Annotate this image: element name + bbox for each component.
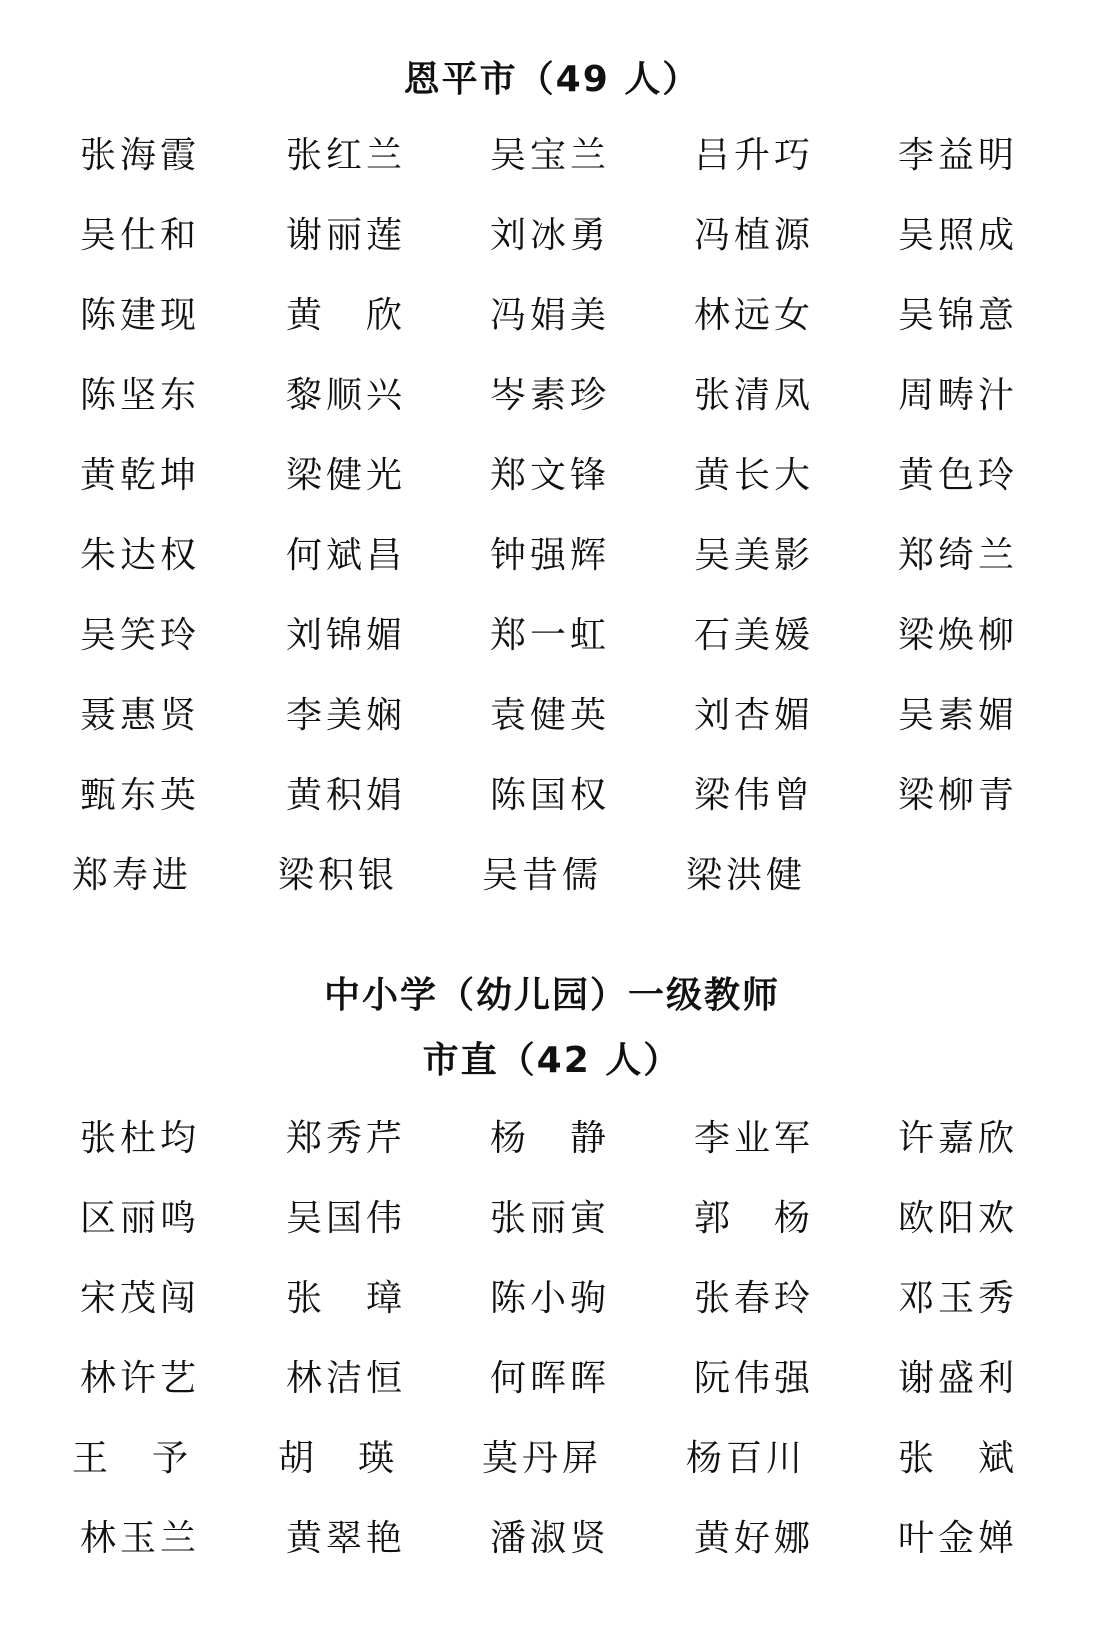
name-entry: 梁柳青 xyxy=(898,775,1019,816)
name-row xyxy=(0,596,1104,676)
name-row xyxy=(0,276,1104,356)
name-entry: 陈小驹 xyxy=(490,1278,611,1319)
name-entry: 叶金婵 xyxy=(898,1518,1019,1559)
name-entry: 阮伟强 xyxy=(694,1358,815,1399)
name-entry: 张清凤 xyxy=(694,375,815,416)
name-entry: 陈国权 xyxy=(490,775,611,816)
name-entry: 许嘉欣 xyxy=(898,1118,1019,1159)
name-entry: 刘杏媚 xyxy=(694,695,815,736)
name-entry: 黄翠艳 xyxy=(286,1518,407,1559)
name-entry: 石美媛 xyxy=(694,615,815,656)
name-entry: 胡 瑛 xyxy=(278,1438,399,1479)
name-entry: 王 予 xyxy=(72,1438,193,1479)
name-entry: 郭 杨 xyxy=(694,1198,815,1239)
name-entry: 梁健光 xyxy=(286,455,407,496)
name-entry: 林许艺 xyxy=(80,1358,201,1399)
name-entry: 郑文锋 xyxy=(490,455,611,496)
name-row xyxy=(0,516,1104,596)
name-entry: 黄色玲 xyxy=(898,455,1019,496)
name-entry: 黄 欣 xyxy=(286,295,407,336)
name-entry: 梁积银 xyxy=(278,855,399,896)
name-entry: 张春玲 xyxy=(694,1278,815,1319)
name-row xyxy=(0,1499,1104,1579)
name-entry: 冯娟美 xyxy=(490,295,611,336)
name-entry: 杨 静 xyxy=(490,1118,611,1159)
name-entry: 吴美影 xyxy=(694,535,815,576)
name-entry: 甄东英 xyxy=(80,775,201,816)
name-entry: 冯植源 xyxy=(694,215,815,256)
name-list-city-direct xyxy=(0,1099,1104,1579)
name-row xyxy=(0,1419,1104,1499)
name-entry: 张 璋 xyxy=(286,1278,407,1319)
name-entry: 谢盛利 xyxy=(898,1358,1019,1399)
name-row xyxy=(0,756,1104,836)
section-subtitle-city-direct: 市直（42 人） xyxy=(422,1040,682,1081)
name-row xyxy=(0,1099,1104,1179)
name-row xyxy=(0,676,1104,756)
name-entry: 岑素珍 xyxy=(490,375,611,416)
name-entry: 区丽鸣 xyxy=(80,1198,201,1239)
name-entry: 宋茂闯 xyxy=(80,1278,201,1319)
name-entry: 吴国伟 xyxy=(286,1198,407,1239)
name-row xyxy=(0,196,1104,276)
name-entry: 杨百川 xyxy=(686,1438,807,1479)
name-entry: 吴锦意 xyxy=(898,295,1019,336)
name-entry: 陈坚东 xyxy=(80,375,201,416)
name-entry: 潘淑贤 xyxy=(490,1518,611,1559)
name-entry: 张 斌 xyxy=(898,1438,1019,1479)
section-title-enping: 恩平市（49 人） xyxy=(403,59,701,100)
name-entry: 谢丽莲 xyxy=(286,215,407,256)
name-entry: 李美娴 xyxy=(286,695,407,736)
name-row xyxy=(0,836,1104,916)
name-row xyxy=(0,436,1104,516)
name-entry: 林洁恒 xyxy=(286,1358,407,1399)
name-entry: 郑秀芹 xyxy=(286,1118,407,1159)
section-title-level-one-teachers: 中小学（幼儿园）一级教师 xyxy=(323,975,780,1016)
name-entry: 黄积娟 xyxy=(286,775,407,816)
name-entry: 黄乾坤 xyxy=(80,455,201,496)
name-entry: 吴照成 xyxy=(898,215,1019,256)
name-entry: 梁伟曾 xyxy=(694,775,815,816)
name-entry: 郑绮兰 xyxy=(898,535,1019,576)
name-entry: 张海霞 xyxy=(80,135,201,176)
name-entry: 张红兰 xyxy=(286,135,407,176)
name-row xyxy=(0,1339,1104,1419)
name-entry: 吴仕和 xyxy=(80,215,201,256)
name-entry: 李益明 xyxy=(898,135,1019,176)
name-entry: 张杜均 xyxy=(80,1118,201,1159)
name-entry: 朱达权 xyxy=(80,535,201,576)
name-entry: 周畴汁 xyxy=(898,375,1019,416)
name-entry: 袁健英 xyxy=(490,695,611,736)
name-entry: 钟强辉 xyxy=(490,535,611,576)
name-entry: 莫丹屏 xyxy=(482,1438,603,1479)
name-entry: 吕升巧 xyxy=(694,135,815,176)
name-row xyxy=(0,1259,1104,1339)
name-entry: 吴昔儒 xyxy=(482,855,603,896)
name-entry: 郑寿进 xyxy=(72,855,193,896)
name-entry: 梁洪健 xyxy=(686,855,807,896)
name-entry: 何晖晖 xyxy=(490,1358,611,1399)
name-entry: 陈建现 xyxy=(80,295,201,336)
name-entry: 李业军 xyxy=(694,1118,815,1159)
name-entry: 欧阳欢 xyxy=(898,1198,1019,1239)
name-entry: 聂惠贤 xyxy=(80,695,201,736)
name-entry: 吴宝兰 xyxy=(490,135,611,176)
name-entry: 何斌昌 xyxy=(286,535,407,576)
name-entry: 黎顺兴 xyxy=(286,375,407,416)
name-entry: 吴笑玲 xyxy=(80,615,201,656)
name-row xyxy=(0,356,1104,436)
name-entry: 刘冰勇 xyxy=(490,215,611,256)
name-entry: 林远女 xyxy=(694,295,815,336)
name-entry: 梁焕柳 xyxy=(898,615,1019,656)
name-entry: 林玉兰 xyxy=(80,1518,201,1559)
name-entry: 邓玉秀 xyxy=(898,1278,1019,1319)
name-list-enping xyxy=(0,116,1104,916)
name-entry: 张丽寅 xyxy=(490,1198,611,1239)
name-row xyxy=(0,116,1104,196)
name-entry: 郑一虹 xyxy=(490,615,611,656)
name-row xyxy=(0,1179,1104,1259)
name-entry: 黄长大 xyxy=(694,455,815,496)
name-entry: 黄好娜 xyxy=(694,1518,815,1559)
name-entry: 吴素媚 xyxy=(898,695,1019,736)
name-entry: 刘锦媚 xyxy=(286,615,407,656)
